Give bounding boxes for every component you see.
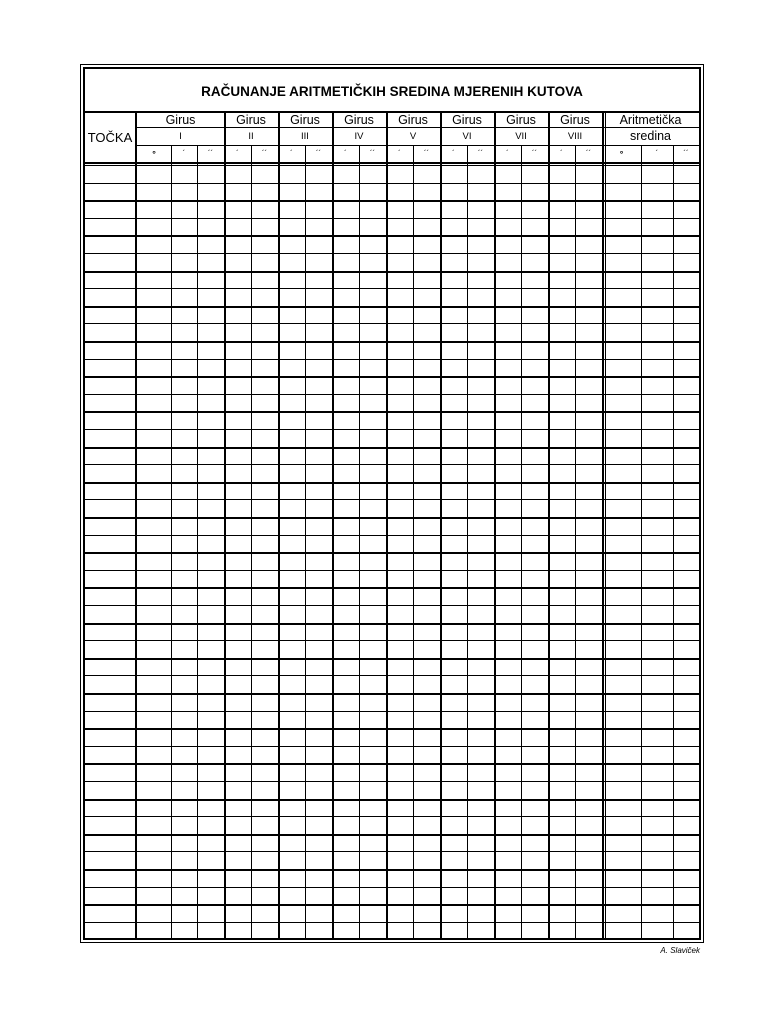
minute-second-unit: ´ — [236, 149, 239, 158]
data-row-divider — [85, 464, 699, 465]
data-row-divider — [85, 200, 699, 202]
girus-number: III — [301, 131, 309, 142]
data-row-divider — [85, 746, 699, 747]
data-row-divider — [85, 887, 699, 888]
mean-label-line1: Aritmetička — [619, 113, 682, 127]
author-signature: A. Slaviček — [660, 946, 700, 955]
data-row-divider — [85, 728, 699, 730]
data-row-divider — [85, 816, 699, 817]
minute-second-unit: ´ — [290, 149, 293, 158]
sub-column-divider — [359, 145, 360, 938]
data-row-divider — [85, 623, 699, 625]
minute-second-unit: ´ — [344, 149, 347, 158]
degree-unit: ° — [619, 149, 624, 159]
data-row-divider — [85, 605, 699, 606]
data-row-divider — [85, 447, 699, 449]
data-row-divider — [85, 922, 699, 923]
data-row-divider — [85, 359, 699, 360]
sub-column-divider — [575, 145, 576, 938]
data-row-divider — [85, 482, 699, 484]
data-row-divider — [85, 711, 699, 712]
girus-label: Girus — [506, 113, 536, 127]
form-frame — [83, 67, 701, 940]
sub-column-divider — [521, 145, 522, 938]
body-top-divider — [85, 165, 699, 166]
minute-second-unit: ´´ — [423, 149, 430, 158]
data-row-divider — [85, 535, 699, 536]
sub-column-divider — [467, 145, 468, 938]
data-row-divider — [85, 517, 699, 519]
girus-label: Girus — [344, 113, 374, 127]
header-bottom-divider — [85, 162, 699, 164]
minute-second-unit: ´´ — [477, 149, 484, 158]
girus-number: VII — [515, 131, 527, 142]
data-row-divider — [85, 341, 699, 343]
data-row-divider — [85, 904, 699, 906]
mean-label-line2: sredina — [630, 129, 671, 143]
data-row-divider — [85, 869, 699, 871]
girus-number: IV — [354, 131, 364, 142]
data-row-divider — [85, 429, 699, 430]
sub-column-divider — [413, 145, 414, 938]
mean-sub-column-divider — [673, 145, 674, 938]
girus-number: II — [248, 131, 254, 142]
data-row-divider — [85, 411, 699, 413]
sub-column-divider — [305, 145, 306, 938]
data-row-divider — [85, 376, 699, 378]
minute-second-unit: ´ — [182, 149, 186, 158]
sub-column-divider — [197, 145, 198, 938]
minute-second-unit: ´ — [506, 149, 509, 158]
data-row-divider — [85, 306, 699, 308]
girus-number: V — [409, 131, 417, 142]
minute-second-unit: ´´ — [261, 149, 268, 158]
data-row-divider — [85, 323, 699, 324]
data-row-divider — [85, 693, 699, 695]
girus-number: I — [179, 131, 182, 142]
degree-unit: ° — [152, 149, 156, 159]
girus-label: Girus — [165, 113, 196, 127]
minute-second-unit: ´´ — [207, 149, 214, 158]
data-row-divider — [85, 781, 699, 782]
data-row-divider — [85, 253, 699, 254]
minute-second-unit: ´´ — [585, 149, 592, 158]
form-sheet — [80, 64, 704, 943]
girus-label: Girus — [290, 113, 320, 127]
minute-second-unit: ´ — [452, 149, 455, 158]
data-row-divider — [85, 587, 699, 589]
point-label: TOČKA — [87, 130, 133, 145]
sub-column-divider — [251, 145, 252, 938]
data-row-divider — [85, 235, 699, 237]
data-row-divider — [85, 288, 699, 289]
data-row-divider — [85, 851, 699, 852]
girus-label: Girus — [236, 113, 266, 127]
data-row-divider — [85, 675, 699, 676]
data-row-divider — [85, 763, 699, 765]
data-row-divider — [85, 183, 699, 184]
form-title: RAČUNANJE ARITMETIČKIH SREDINA MJERENIH KUTOVA — [201, 83, 583, 99]
data-row-divider — [85, 834, 699, 836]
data-row-divider — [85, 640, 699, 641]
data-row-divider — [85, 394, 699, 395]
mean-sub-column-divider — [641, 145, 642, 938]
data-row-divider — [85, 499, 699, 500]
sub-column-divider — [171, 145, 172, 938]
minute-second-unit: ´´ — [315, 149, 322, 158]
data-row-divider — [85, 271, 699, 273]
girus-label: Girus — [560, 113, 590, 127]
minute-second-unit: ´´ — [531, 149, 538, 158]
data-row-divider — [85, 570, 699, 571]
girus-label: Girus — [452, 113, 482, 127]
girus-number: VIII — [567, 131, 583, 142]
data-row-divider — [85, 658, 699, 660]
data-row-divider — [85, 218, 699, 219]
girus-label: Girus — [398, 113, 428, 127]
data-row-divider — [85, 799, 699, 801]
data-row-divider — [85, 552, 699, 554]
minute-second-unit: ´´ — [683, 149, 689, 158]
minute-second-unit: ´´ — [369, 149, 376, 158]
girus-number: VI — [462, 131, 472, 142]
minute-second-unit: ´ — [560, 149, 563, 158]
minute-second-unit: ´ — [398, 149, 401, 158]
minute-second-unit: ´ — [655, 149, 659, 158]
